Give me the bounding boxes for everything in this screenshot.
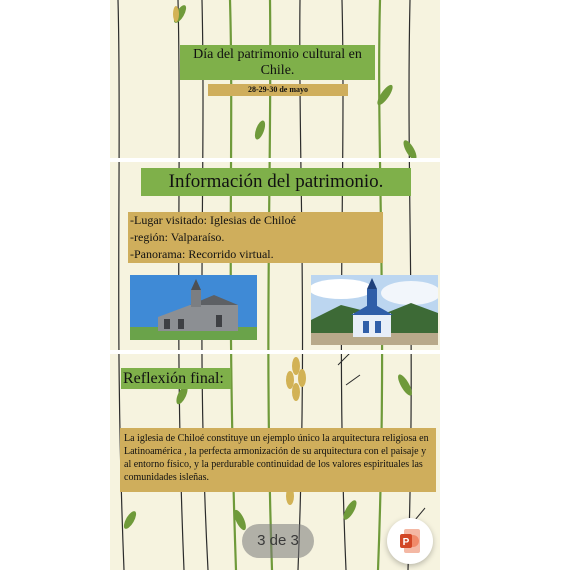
open-in-powerpoint-button[interactable] bbox=[387, 518, 433, 564]
reflection-text: La iglesia de Chiloé constituye un ejemplo único la arquitectura religiosa en Latinoamérica , la perfecta armonización de su arquitectura con el paisaje y al entorno físico, y la perdurable continuidad de los valores espirituales las comunidades isleñas. bbox=[120, 428, 436, 492]
powerpoint-icon bbox=[400, 529, 420, 553]
church-photo-2 bbox=[311, 275, 438, 345]
svg-text:P: P bbox=[402, 537, 410, 548]
page-indicator: 3 de 3 bbox=[242, 524, 314, 558]
church-photo-1 bbox=[130, 275, 257, 340]
info-line-panorama: -Panorama: Recorrido virtual. bbox=[130, 247, 274, 261]
reflection-title: Reflexión final: bbox=[121, 368, 231, 389]
slide-divider bbox=[110, 158, 440, 162]
section-title: Información del patrimonio. bbox=[141, 168, 411, 196]
info-line-region: -región: Valparaíso. bbox=[130, 230, 225, 244]
info-box bbox=[128, 212, 383, 263]
slide-divider bbox=[110, 350, 440, 354]
info-line-place: -Lugar visitado: Iglesias de Chiloé bbox=[130, 213, 296, 227]
slide-page bbox=[110, 0, 440, 570]
page-title: Día del patrimonio cultural en Chile. bbox=[180, 45, 375, 80]
date-label: 28-29-30 de mayo bbox=[208, 84, 348, 96]
